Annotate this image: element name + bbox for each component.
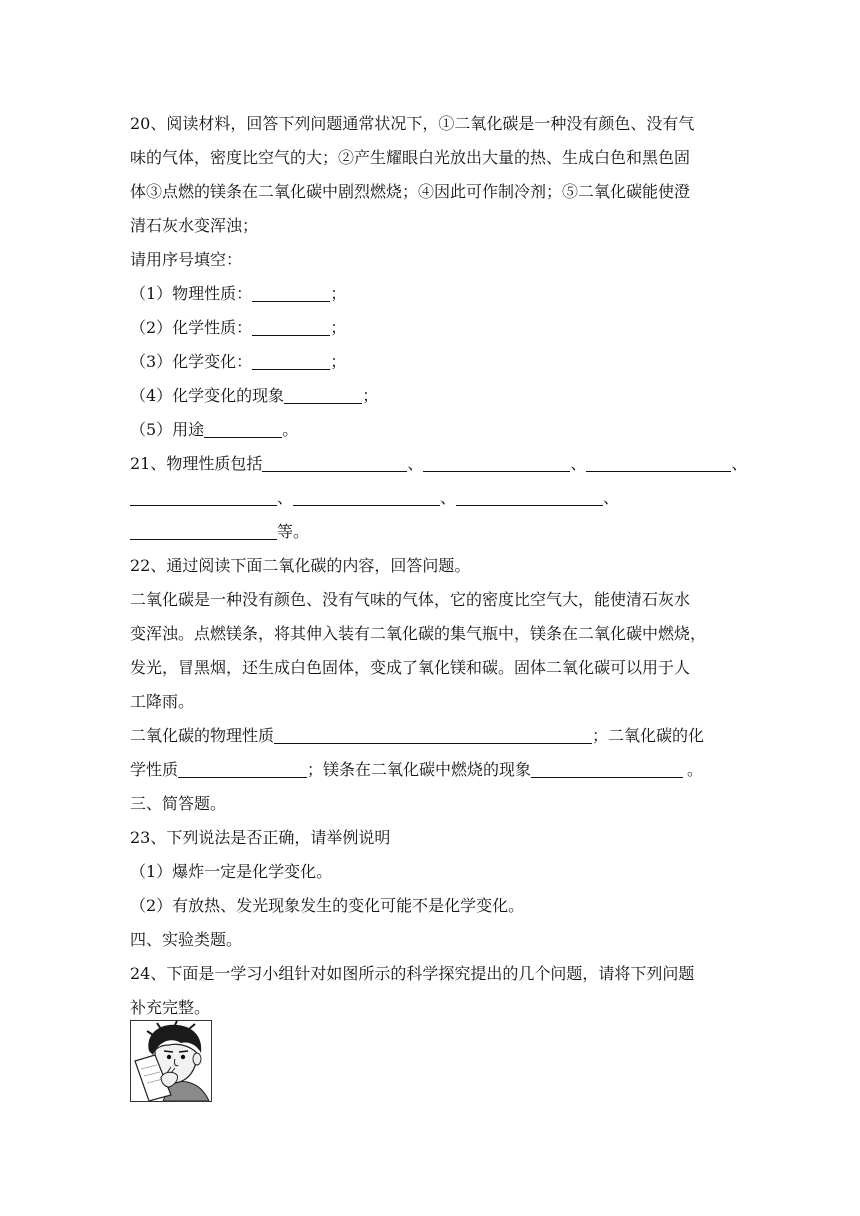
item-end: ；: [362, 386, 379, 405]
fill-label: 学性质: [130, 760, 179, 779]
answer-blank[interactable]: [274, 723, 308, 744]
answer-blank[interactable]: [561, 757, 683, 778]
q20-line-3: 体③点燃的镁条在二氧化碳中剧烈燃烧；④因此可作制冷剂；⑤二氧化碳能使澄: [130, 182, 691, 201]
q22-passage-4: 工降雨。: [130, 692, 195, 711]
section-3-heading: 三、简答题。: [130, 794, 227, 813]
q22-fill-line-1: [130, 719, 735, 753]
answer-blank[interactable]: [262, 451, 407, 472]
item-label: （1）物理性质：: [130, 284, 253, 303]
q20-item-3: [130, 345, 735, 379]
q21-line-1: [130, 447, 748, 481]
item-label: （3）化学变化：: [130, 352, 253, 371]
q23-title: 23、下列说法是否正确，请举例说明: [130, 828, 391, 847]
fill-label: 。: [687, 760, 704, 779]
student-illustration: [130, 1020, 212, 1102]
answer-blank[interactable]: [284, 383, 362, 404]
section-4-heading: 四、实验类题。: [130, 930, 243, 949]
q20-instruction: 请用序号填空：: [130, 250, 243, 269]
fill-label: 二氧化碳的物理性质: [130, 726, 275, 745]
q21-line-2: [130, 481, 735, 515]
q23-item-1: （1）爆炸一定是化学变化。: [130, 862, 333, 881]
q20-item-2: [130, 311, 735, 345]
q22-passage-3: 发光，冒黑烟，还生成白色固体，变成了氧化镁和碳。固体二氧化碳可以用于人: [130, 658, 691, 677]
q22-passage-2: 变浑浊。点燃镁条，将其伸入装有二氧化碳的集气瓶中，镁条在二氧化碳中燃烧，: [130, 624, 707, 643]
q24-line-2: 补充完整。: [130, 998, 211, 1017]
item-end: ；: [330, 284, 347, 303]
q22-passage-1: 二氧化碳是一种没有颜色、没有气味的气体，它的密度比空气大，能使清石灰水: [130, 590, 691, 609]
student-reading-drawing: [131, 1021, 211, 1101]
item-end: ；: [330, 352, 347, 371]
answer-blank[interactable]: [130, 485, 277, 506]
q20-line-2: 味的气体，密度比空气的大；②产生耀眼白光放出大量的热、生成白色和黑色固: [130, 148, 691, 167]
q21-line-3: [130, 515, 735, 549]
answer-blank[interactable]: [252, 281, 330, 302]
answer-blank[interactable]: [252, 315, 330, 336]
q21-end: 等。: [277, 522, 310, 541]
separator: 、: [440, 488, 457, 507]
separator: 、: [570, 454, 587, 473]
q20-item-1: [130, 277, 735, 311]
answer-blank[interactable]: [423, 451, 570, 472]
q22-title: 22、通过阅读下面二氧化碳的内容，回答问题。: [130, 556, 471, 575]
item-label: （2）化学性质：: [130, 318, 253, 337]
answer-blank[interactable]: [204, 417, 282, 438]
q20-line-1: 20、阅读材料，回答下列问题通常状况下，①二氧化碳是一种没有颜色、没有气: [130, 114, 695, 133]
q20-line-4: 清石灰水变浑浊；: [130, 216, 259, 235]
item-end: ；: [330, 318, 347, 337]
item-end: 。: [282, 420, 299, 439]
q24-line-1: 24、下面是一学习小组针对如图所示的科学探究提出的几个问题，请将下列问题: [130, 964, 695, 983]
separator: 、: [277, 488, 294, 507]
answer-blank[interactable]: [293, 485, 440, 506]
answer-blank[interactable]: [130, 519, 277, 540]
q22-fill-line-2: [130, 753, 735, 787]
answer-blank[interactable]: [531, 757, 561, 778]
answer-blank[interactable]: [178, 757, 212, 778]
answer-blank[interactable]: [308, 723, 592, 744]
fill-label: ；二氧化碳的化: [592, 726, 705, 745]
separator: 、: [731, 454, 748, 473]
q20-item-5: [130, 413, 735, 447]
exam-page: [130, 107, 748, 1025]
separator: 、: [603, 488, 620, 507]
answer-blank[interactable]: [212, 757, 307, 778]
q23-item-2: （2）有放热、发光现象发生的变化可能不是化学变化。: [130, 896, 525, 915]
answer-blank[interactable]: [586, 451, 731, 472]
fill-label: ；镁条在二氧化碳中燃烧的现象: [307, 760, 532, 779]
separator: 、: [407, 454, 424, 473]
item-label: （4）化学变化的现象: [130, 386, 285, 405]
answer-blank[interactable]: [456, 485, 603, 506]
answer-blank[interactable]: [252, 349, 330, 370]
q20-item-4: [130, 379, 735, 413]
q21-lead: 21、物理性质包括: [130, 454, 263, 473]
item-label: （5）用途: [130, 420, 205, 439]
